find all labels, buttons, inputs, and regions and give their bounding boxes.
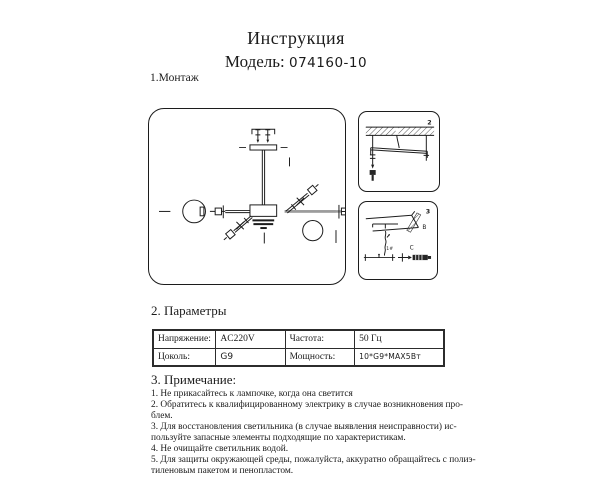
connector-arrow-icon (398, 253, 431, 261)
param-label-voltage: Напряжение: (153, 330, 216, 348)
note-line: 3. Для восстановления светильника (в случае выявления неисправности) ис- (151, 422, 457, 432)
note-line: тиленовым пакетом и пенопластом. (151, 466, 294, 476)
ceiling-mount-svg (359, 112, 439, 191)
down-rod-icon (262, 150, 264, 205)
note-line: 1. Не прикасайтесь к лампочке, когда она светится (151, 389, 353, 399)
param-value-socket: G9 (216, 348, 285, 366)
param-label-socket: Цоколь: (153, 348, 216, 366)
model-label: Модель: (224, 52, 285, 71)
central-hub-icon (250, 205, 277, 244)
header (140, 28, 452, 72)
model-line (140, 52, 452, 72)
figure-2-label: 2 (427, 119, 432, 127)
params-heading: 2. Параметры (151, 303, 227, 318)
note-line: 4. Не очищайте светильник водой. (151, 444, 289, 454)
cross-rod-icon (364, 254, 395, 261)
param-label-power: Мощность: (285, 348, 355, 366)
label-b: B (422, 224, 427, 231)
param-value-power: 10*G9*MAX5Вт (355, 348, 444, 366)
canopy-wiring-diagram (358, 201, 438, 280)
note-line: блем. (151, 411, 173, 421)
ceiling-hatch-icon (366, 127, 434, 135)
page-title: Инструкция (247, 28, 345, 48)
param-value-voltage: AC220V (216, 330, 285, 348)
figure-3-label: 3 (425, 208, 431, 216)
notes-list (151, 389, 476, 477)
chandelier-exploded-diagram (148, 108, 346, 285)
canopy-wiring-svg (359, 202, 437, 279)
ceiling-bracket-icon (252, 129, 275, 143)
label-c: C (409, 245, 414, 252)
lower-left-arm-icon (224, 216, 252, 240)
left-arm-socket-icon (210, 205, 250, 218)
canopy-icon (239, 145, 287, 150)
table-row (153, 330, 444, 348)
param-value-frequency: 50 Гц (355, 330, 444, 348)
left-ball-shade-icon (159, 200, 205, 223)
mounting-bar-icon (371, 148, 428, 158)
param-label-frequency: Частота: (285, 330, 355, 348)
chandelier-diagram-svg (149, 109, 345, 284)
wire-number-label: 1# (386, 247, 394, 253)
parameters-table (152, 329, 445, 367)
table-row (153, 348, 444, 366)
ceiling-mount-diagram (358, 111, 440, 192)
model-number: 074160-10 (289, 55, 368, 71)
note-line: 2. Обратитесь к квалифицированному электрику в случае возникновения про- (151, 400, 464, 410)
notes-heading: 3. Примечание: (151, 372, 237, 387)
note-line: 5. Для защиты окружающей среды, пожалуйста, аккуратно обращайтесь с полиэ- (151, 455, 476, 465)
montage-heading: 1.Монтаж (150, 72, 199, 84)
hanging-wire-icon (397, 135, 399, 148)
right-ball-shade-icon (303, 221, 336, 243)
upper-right-arm-icon (286, 184, 319, 213)
screw-plug-icon (370, 165, 376, 181)
note-line: пользуйте запасные элементы подходящие по характеристикам. (151, 433, 406, 443)
